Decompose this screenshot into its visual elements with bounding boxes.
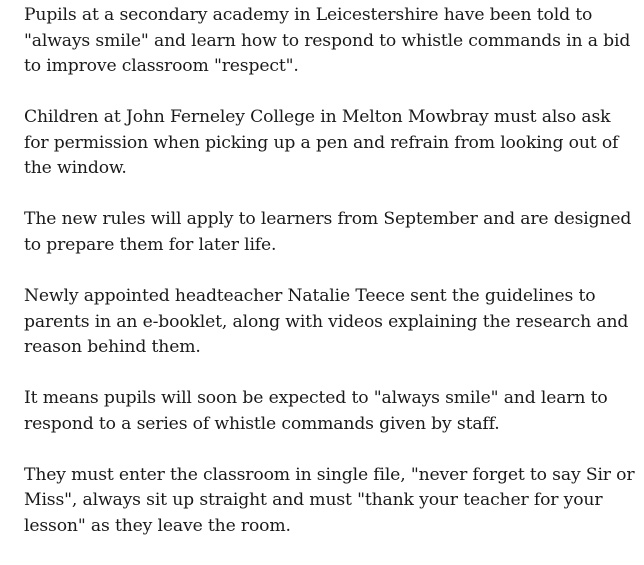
article-paragraph-4: Newly appointed headteacher Natalie Teece sent the guidelines to parents in an e-booklet, along with videos explaining the research and reason behind them. bbox=[24, 285, 629, 358]
article-paragraph-6: They must enter the classroom in single file, "never forget to say Sir or Miss", always sit up straight and must "thank your teacher for your lesson" as they leave the room. bbox=[24, 464, 635, 536]
article-paragraph-2: Children at John Ferneley College in Melton Mowbray must also ask for permission when picking up a pen and refrain from looking out of the window. bbox=[24, 107, 619, 179]
article-body bbox=[24, 0, 638, 565]
article-paragraph-1: Pupils at a secondary academy in Leicestershire have been told to "always smile" and learn how to respond to whistle commands in a bid to improve classroom "respect". bbox=[24, 5, 631, 77]
article-paragraph-5: It means pupils will soon be expected to "always smile" and learn to respond to a series of whistle commands given by staff. bbox=[24, 388, 608, 434]
article-paragraph-3: The new rules will apply to learners from September and are designed to prepare them for later life. bbox=[24, 209, 632, 255]
